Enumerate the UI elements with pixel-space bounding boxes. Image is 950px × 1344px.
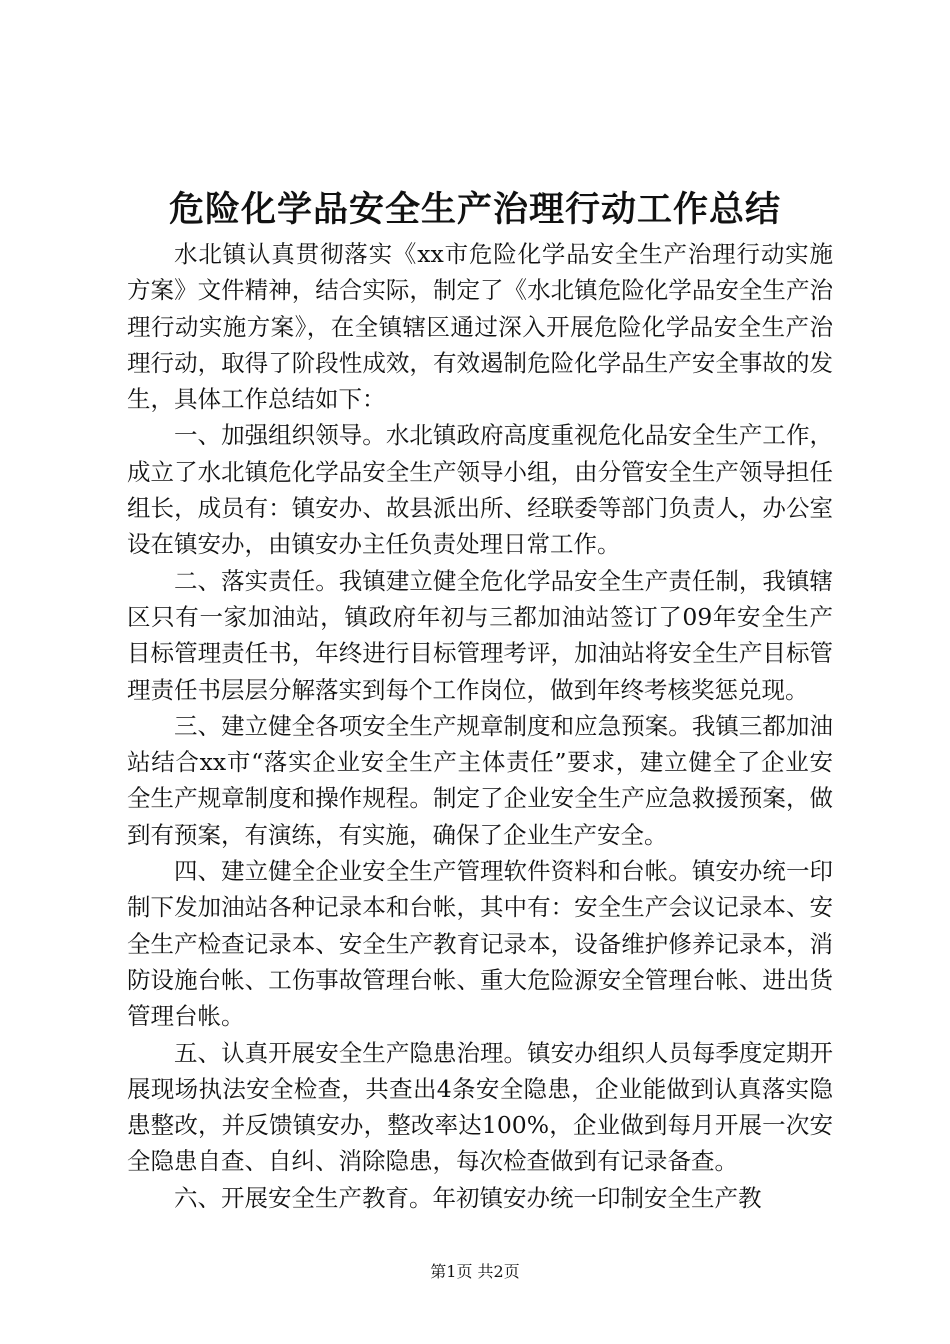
paragraph-section-2: 二、落实责任。我镇建立健全危化学品安全生产责任制，我镇辖区只有一家加油站，镇政府年初与三都加油站签订了09年安全生产目标管理责任书，年终进行目标管理考评，加油站将安全生产目标管理责任书层层分解落实到每个工作岗位，做到年终考核奖惩兑现。 — [127, 566, 833, 704]
paragraph-section-5: 五、认真开展安全生产隐患治理。镇安办组织人员每季度定期开展现场执法安全检查，共查出4条安全隐患，企业能做到认真落实隐患整改，并反馈镇安办，整改率达100%，企业做到每月开展一次安全隐患自查、自纠、消除隐患，每次检查做到有记录备查。 — [127, 1038, 833, 1176]
document-body — [127, 236, 833, 1216]
page-footer: 第1页 共2页 — [430, 1262, 520, 1281]
paragraph-section-3: 三、建立健全各项安全生产规章制度和应急预案。我镇三都加油站结合xx市“落实企业安全生产主体责任”要求，建立健全了企业安全生产规章制度和操作规程。制定了企业安全生产应急救援预案，做到有预案，有演练，有实施，确保了企业生产安全。 — [127, 711, 833, 849]
paragraph-section-1: 一、加强组织领导。水北镇政府高度重视危化品安全生产工作，成立了水北镇危化学品安全生产领导小组，由分管安全生产领导担任组长，成员有：镇安办、故县派出所、经联委等部门负责人，办公室设在镇安办，由镇安办主任负责处理日常工作。 — [127, 421, 833, 559]
document-title: 危险化学品安全生产治理行动工作总结 — [168, 189, 781, 230]
paragraph-section-6: 六、开展安全生产教育。年初镇安办统一印制安全生产教 — [174, 1183, 762, 1212]
paragraph-intro: 水北镇认真贯彻落实《xx市危险化学品安全生产治理行动实施方案》文件精神，结合实际，制定了《水北镇危险化学品安全生产治理行动实施方案》，在全镇辖区通过深入开展危险化学品安全生产治理行动，取得了阶段性成效，有效遏制危险化学品生产安全事故的发生，具体工作总结如下： — [127, 240, 833, 414]
paragraph-section-4: 四、建立健全企业安全生产管理软件资料和台帐。镇安办统一印制下发加油站各种记录本和台帐，其中有：安全生产会议记录本、安全生产检查记录本、安全生产教育记录本，设备维护修养记录本，消防设施台帐、工伤事故管理台帐、重大危险源安全管理台帐、进出货管理台帐。 — [127, 857, 833, 1031]
